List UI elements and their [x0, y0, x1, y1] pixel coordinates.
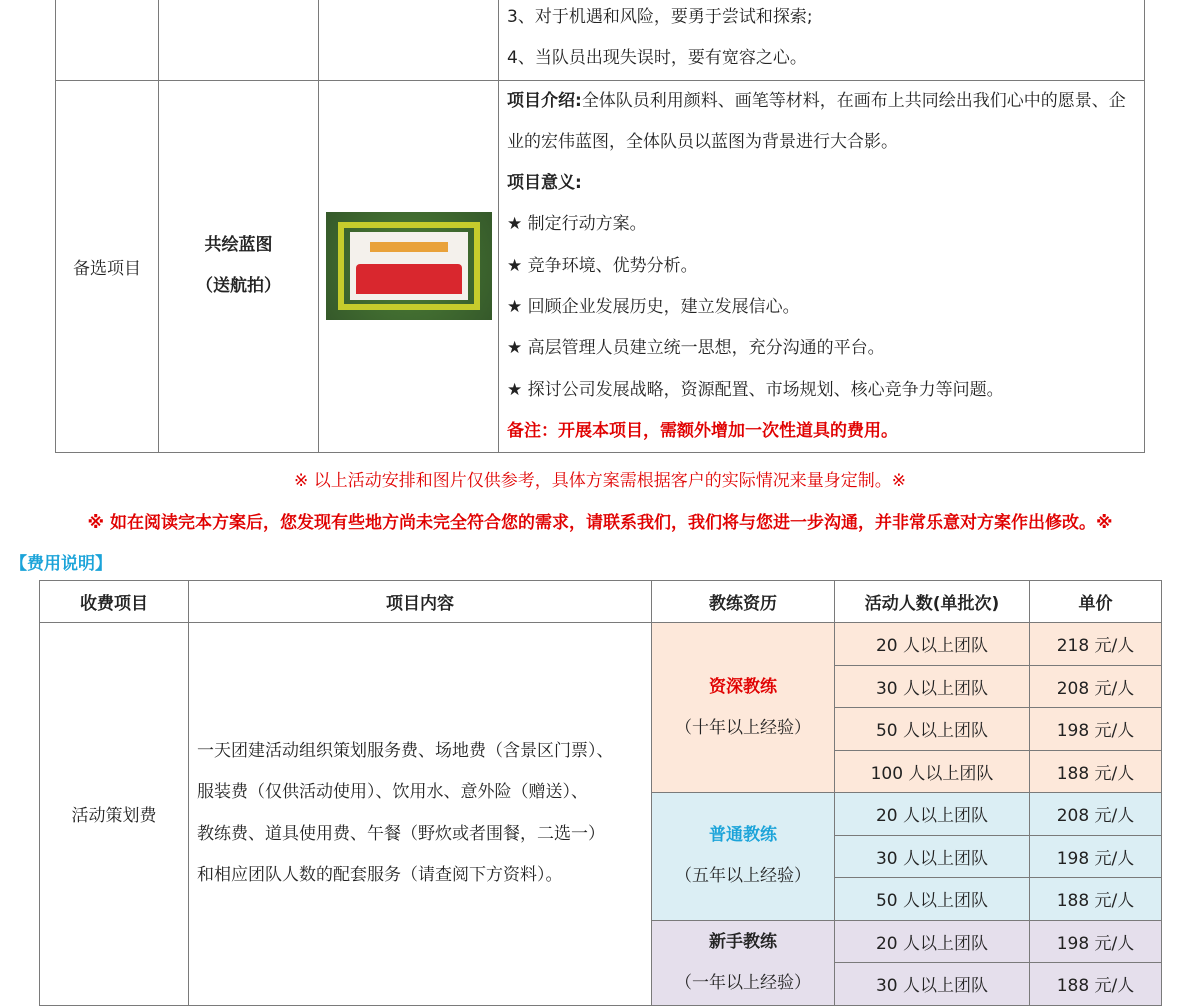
header-row	[40, 581, 1162, 623]
group-size-cell: 20 人以上团队	[835, 623, 1030, 666]
fee-item-cell: 活动策划费	[40, 623, 189, 1006]
content-line: 教练费、道具使用费、午餐（野炊或者围餐，二选一）	[197, 823, 605, 844]
table-row	[56, 80, 1145, 453]
group-photo-image	[326, 212, 492, 320]
group-size-cell: 30 人以上团队	[835, 665, 1030, 708]
header-group-size: 活动人数(单批次)	[835, 581, 1030, 623]
coach-level-name: 资深教练	[709, 676, 777, 697]
price-cell: 198 元/人	[1030, 835, 1162, 878]
content-line: 和相应团队人数的配套服务（请查阅下方资料）。	[197, 865, 563, 886]
remark: 备注：开展本项目，需额外增加一次性道具的费用。	[507, 420, 898, 441]
group-size-cell: 20 人以上团队	[835, 793, 1030, 836]
header-coach-level: 教练资历	[652, 581, 835, 623]
empty-cell	[159, 0, 319, 80]
price-cell: 188 元/人	[1030, 963, 1162, 1006]
content-line: 一天团建活动组织策划服务费、场地费（含景区门票）、	[197, 740, 614, 761]
price-cell: 188 元/人	[1030, 750, 1162, 793]
content-line: 服装费（仅供活动使用）、饮用水、意外险（赠送）、	[197, 782, 588, 803]
project-intro	[507, 81, 1136, 164]
coach-level-novice	[652, 920, 835, 1005]
description-line: 3、对于机遇和风险，要勇于尝试和探索;	[507, 7, 813, 27]
meaning-item: ★ 回顾企业发展历史，建立发展信心。	[507, 297, 800, 318]
disclaimer-note: ※ 以上活动安排和图片仅供参考，具体方案需根据客户的实际情况来量身定制。※	[294, 471, 906, 491]
price-cell: 208 元/人	[1030, 665, 1162, 708]
coach-level-regular	[652, 793, 835, 921]
header-content: 项目内容	[189, 581, 652, 623]
fee-content-cell	[189, 623, 652, 1006]
contact-note: ※ 如在阅读完本方案后，您发现有些地方尚未完全符合您的需求，请联系我们，我们将与您进一步沟通，并非常乐意对方案作出修改。※	[87, 513, 1113, 533]
empty-cell	[319, 0, 499, 80]
coach-level-name: 新手教练	[709, 931, 777, 952]
meaning-item: ★ 制定行动方案。	[507, 214, 647, 235]
description-line: 4、当队员出现失误时，要有宽容之心。	[507, 48, 807, 69]
meaning-label: 项目意义:	[507, 173, 582, 194]
table-row	[40, 623, 1162, 666]
table-row	[56, 0, 1145, 80]
group-size-cell: 20 人以上团队	[835, 920, 1030, 963]
coach-level-name: 普通教练	[709, 825, 777, 846]
group-size-cell: 30 人以上团队	[835, 963, 1030, 1006]
fee-section-title: 【费用说明】	[10, 554, 112, 574]
price-cell: 208 元/人	[1030, 793, 1162, 836]
intro-text: 全体队员利用颜料、画笔等材料，在画布上共同绘出我们心中的愿景、企业的宏伟蓝图，全体队员以蓝图为背景进行大合影。	[507, 90, 1126, 152]
project-name-note: （送航拍）	[196, 276, 281, 297]
header-fee-item: 收费项目	[40, 581, 189, 623]
project-table	[55, 0, 1145, 453]
project-description-cell	[499, 80, 1145, 453]
category-cell: 备选项目	[56, 80, 159, 453]
group-size-cell: 30 人以上团队	[835, 835, 1030, 878]
coach-level-experience: （五年以上经验）	[675, 866, 811, 887]
meaning-item: ★ 竞争环境、优势分析。	[507, 255, 698, 276]
meaning-item: ★ 高层管理人员建立统一思想，充分沟通的平台。	[507, 338, 885, 359]
project-name-cell	[159, 80, 319, 453]
coach-level-experience: （十年以上经验）	[675, 717, 811, 738]
group-size-cell: 50 人以上团队	[835, 708, 1030, 751]
header-price: 单价	[1030, 581, 1162, 623]
price-cell: 198 元/人	[1030, 920, 1162, 963]
photo-cell	[319, 80, 499, 453]
group-size-cell: 50 人以上团队	[835, 878, 1030, 921]
price-cell: 188 元/人	[1030, 878, 1162, 921]
coach-level-senior	[652, 623, 835, 793]
coach-level-experience: （一年以上经验）	[675, 972, 811, 993]
intro-label: 项目介绍:	[507, 90, 582, 111]
price-cell: 218 元/人	[1030, 623, 1162, 666]
group-size-cell: 100 人以上团队	[835, 750, 1030, 793]
price-cell: 198 元/人	[1030, 708, 1162, 751]
empty-cell	[56, 0, 159, 80]
project-name: 共绘蓝图	[204, 235, 273, 256]
previous-description-cell	[499, 0, 1145, 80]
fee-table	[39, 580, 1162, 1006]
meaning-item: ★ 探讨公司发展战略，资源配置、市场规划、核心竞争力等问题。	[507, 379, 1004, 400]
